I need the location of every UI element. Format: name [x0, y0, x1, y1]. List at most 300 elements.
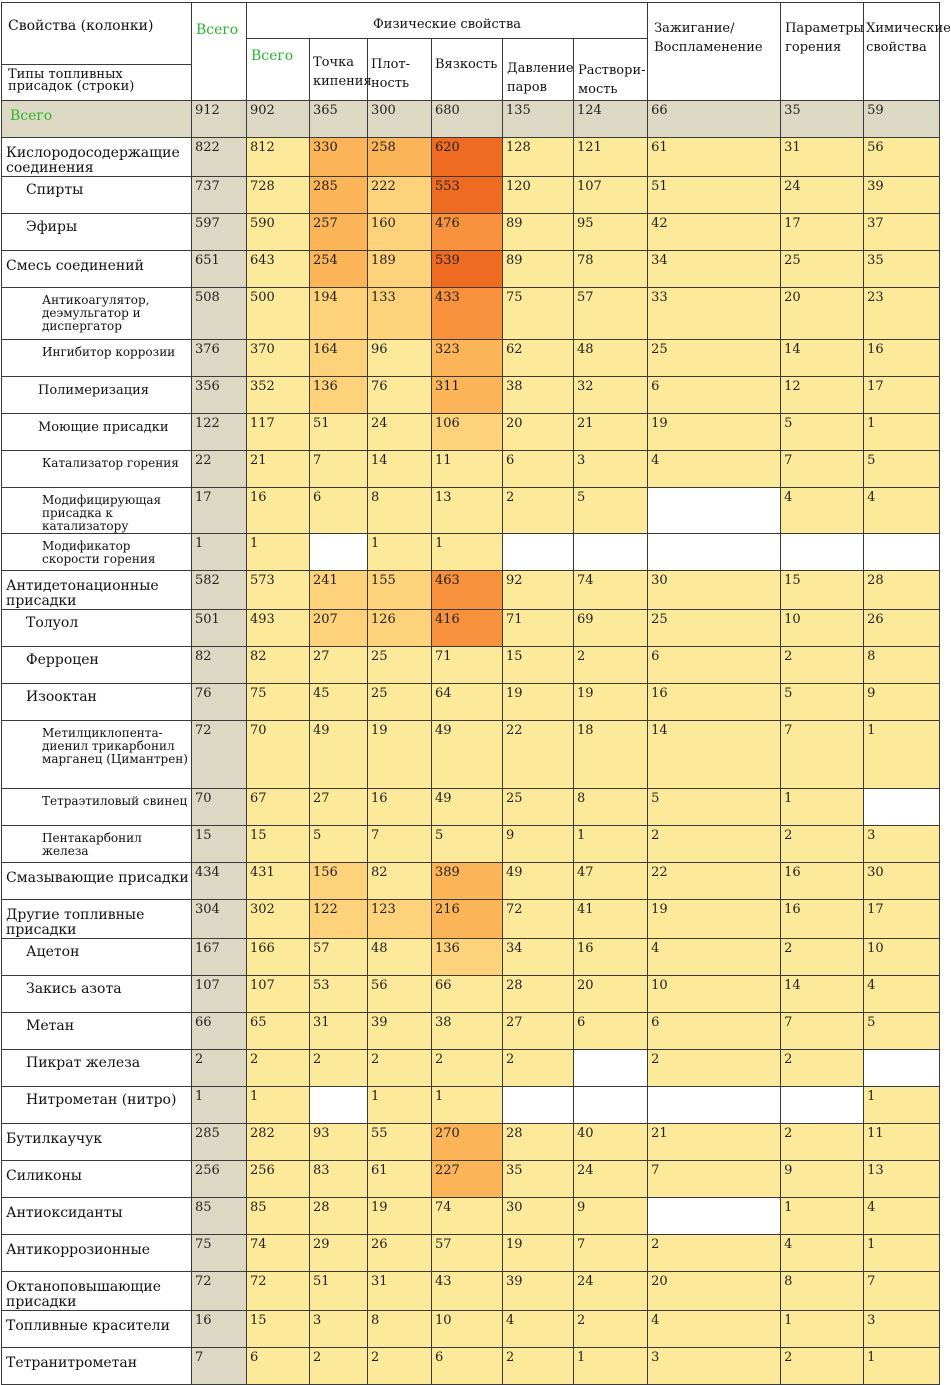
- row-label: Закись азота: [26, 981, 122, 997]
- table-row: [2, 377, 940, 414]
- value-cell: 126: [368, 610, 432, 647]
- table-row: [2, 1348, 940, 1385]
- value-cell: 254: [310, 251, 368, 288]
- value-cell: 227: [432, 1161, 503, 1198]
- value-cell: 8: [574, 789, 648, 826]
- value-cell: 256: [247, 1161, 310, 1198]
- table-row: [2, 826, 940, 863]
- value-cell: 38: [503, 377, 574, 414]
- value-cell: 26: [864, 610, 940, 647]
- value-cell: 1: [864, 1087, 940, 1124]
- value-cell: 2: [648, 1050, 781, 1087]
- value-cell: 370: [247, 340, 310, 377]
- value-cell: 6: [648, 1013, 781, 1050]
- value-cell: 47: [574, 863, 648, 900]
- value-cell: 21: [574, 414, 648, 451]
- total-cell: 582: [192, 571, 247, 610]
- row-label: Моющие присадки: [38, 420, 169, 435]
- value-cell: 1: [864, 1348, 940, 1385]
- fuel-additives-table: [1, 2, 951, 1385]
- value-cell: 7: [781, 451, 864, 488]
- value-cell: 5: [781, 684, 864, 721]
- value-cell: 56: [368, 976, 432, 1013]
- value-cell: 5: [864, 1013, 940, 1050]
- chemical-label: Химические свойства: [866, 21, 951, 55]
- value-cell: 3: [864, 826, 940, 863]
- solubility-header: [574, 39, 648, 101]
- value-cell: 6: [503, 451, 574, 488]
- value-cell: 71: [503, 610, 574, 647]
- value-cell: 8: [368, 488, 432, 534]
- boiling-label: Точка кипения: [313, 55, 372, 89]
- value-cell: 74: [432, 1198, 503, 1235]
- value-cell: 39: [368, 1013, 432, 1050]
- value-cell: 1: [574, 1348, 648, 1385]
- grand-total-cell: 680: [432, 101, 503, 138]
- row-label: Толуол: [26, 615, 79, 631]
- value-cell: 16: [781, 900, 864, 939]
- total-cell: 72: [192, 1272, 247, 1311]
- value-cell: 25: [648, 610, 781, 647]
- value-cell: 19: [368, 721, 432, 789]
- value-cell: 2: [648, 826, 781, 863]
- value-cell: 7: [310, 451, 368, 488]
- value-cell: 24: [574, 1272, 648, 1311]
- value-cell: 14: [781, 340, 864, 377]
- row-label: Пентакарбонил железа: [42, 831, 142, 858]
- empty-cell: [648, 1198, 781, 1235]
- value-cell: 2: [574, 1311, 648, 1348]
- table-row: [2, 1013, 940, 1050]
- empty-cell: [310, 1087, 368, 1124]
- row-label-cell: [2, 177, 192, 214]
- value-cell: 45: [310, 684, 368, 721]
- total-cell: 66: [192, 1013, 247, 1050]
- value-cell: 82: [247, 647, 310, 684]
- value-cell: 2: [503, 1050, 574, 1087]
- row-label-cell: [2, 939, 192, 976]
- total-cell: 651: [192, 251, 247, 288]
- value-cell: 2: [368, 1050, 432, 1087]
- value-cell: 4: [503, 1311, 574, 1348]
- value-cell: 25: [368, 647, 432, 684]
- value-cell: 500: [247, 288, 310, 340]
- value-cell: 25: [503, 789, 574, 826]
- value-cell: 10: [864, 939, 940, 976]
- value-cell: 5: [781, 414, 864, 451]
- value-cell: 75: [247, 684, 310, 721]
- value-cell: 16: [781, 863, 864, 900]
- value-cell: 11: [864, 1124, 940, 1161]
- value-cell: 7: [864, 1272, 940, 1311]
- value-cell: 43: [432, 1272, 503, 1311]
- value-cell: 64: [432, 684, 503, 721]
- value-cell: 28: [864, 571, 940, 610]
- empty-cell: [503, 1087, 574, 1124]
- value-cell: 31: [781, 138, 864, 177]
- ignition-label: Зажигание/ Воспламенение: [654, 21, 763, 55]
- value-cell: 136: [432, 939, 503, 976]
- value-cell: 17: [864, 377, 940, 414]
- value-cell: 10: [781, 610, 864, 647]
- value-cell: 573: [247, 571, 310, 610]
- value-cell: 85: [247, 1198, 310, 1235]
- grand-total-cell: 912: [192, 101, 247, 138]
- row-label: Спирты: [26, 182, 84, 198]
- value-cell: 27: [503, 1013, 574, 1050]
- chemical-header: [864, 3, 951, 101]
- total-cell: 434: [192, 863, 247, 900]
- table-body: [2, 101, 940, 1385]
- value-cell: 16: [368, 789, 432, 826]
- row-label: Смесь соединений: [6, 258, 144, 274]
- row-label-cell: [2, 721, 192, 789]
- row-label: Ингибитор коррозии: [42, 345, 176, 359]
- row-label-cell: [2, 647, 192, 684]
- row-label: Антиоксиданты: [6, 1205, 123, 1221]
- value-cell: 56: [864, 138, 940, 177]
- value-cell: 23: [864, 288, 940, 340]
- empty-cell: [781, 1087, 864, 1124]
- total-cell: 107: [192, 976, 247, 1013]
- grand-total-cell: 124: [574, 101, 648, 138]
- value-cell: 30: [864, 863, 940, 900]
- value-cell: 20: [781, 288, 864, 340]
- row-label-cell: [2, 451, 192, 488]
- row-label: Нитрометан (нитро): [26, 1092, 177, 1108]
- value-cell: 6: [247, 1348, 310, 1385]
- value-cell: 26: [368, 1235, 432, 1272]
- row-label-cell: [2, 1087, 192, 1124]
- value-cell: 62: [503, 340, 574, 377]
- value-cell: 24: [574, 1161, 648, 1198]
- value-cell: 257: [310, 214, 368, 251]
- value-cell: 2: [781, 826, 864, 863]
- value-cell: 51: [310, 1272, 368, 1311]
- corner-header-cell: [2, 3, 192, 101]
- value-cell: 5: [648, 789, 781, 826]
- total-cell: 376: [192, 340, 247, 377]
- value-cell: 72: [247, 1272, 310, 1311]
- value-cell: 3: [310, 1311, 368, 1348]
- value-cell: 27: [310, 647, 368, 684]
- viscosity-label: Вязкость: [435, 57, 498, 72]
- value-cell: 41: [574, 900, 648, 939]
- value-cell: 19: [368, 1198, 432, 1235]
- value-cell: 31: [310, 1013, 368, 1050]
- value-cell: 323: [432, 340, 503, 377]
- value-cell: 17: [781, 214, 864, 251]
- value-cell: 258: [368, 138, 432, 177]
- value-cell: 19: [648, 900, 781, 939]
- value-cell: 2: [781, 939, 864, 976]
- table-row: [2, 1311, 940, 1348]
- total-column-header: [192, 3, 247, 101]
- row-label: Модифицирующая присадка к катализатору: [42, 493, 162, 533]
- row-label-cell: [2, 571, 192, 610]
- value-cell: 6: [310, 488, 368, 534]
- total-cell: 16: [192, 1311, 247, 1348]
- total-header-label: Всего: [196, 22, 239, 38]
- table-row: [2, 571, 940, 610]
- value-cell: 71: [432, 647, 503, 684]
- table-row: [2, 177, 940, 214]
- value-cell: 8: [864, 647, 940, 684]
- value-cell: 4: [648, 451, 781, 488]
- value-cell: 160: [368, 214, 432, 251]
- value-cell: 14: [368, 451, 432, 488]
- empty-cell: [864, 1050, 940, 1087]
- value-cell: 65: [247, 1013, 310, 1050]
- value-cell: 1: [781, 1198, 864, 1235]
- table-row: [2, 900, 940, 939]
- value-cell: 1: [781, 1311, 864, 1348]
- total-cell: 597: [192, 214, 247, 251]
- value-cell: 25: [648, 340, 781, 377]
- value-cell: 34: [648, 251, 781, 288]
- value-cell: 590: [247, 214, 310, 251]
- row-label-cell: [2, 976, 192, 1013]
- value-cell: 12: [781, 377, 864, 414]
- value-cell: 1: [247, 1087, 310, 1124]
- value-cell: 35: [864, 251, 940, 288]
- total-cell: 167: [192, 939, 247, 976]
- table-row: [2, 214, 940, 251]
- row-label: Пикрат железа: [26, 1055, 141, 1071]
- total-cell: 822: [192, 138, 247, 177]
- table-row: [2, 414, 940, 451]
- value-cell: 189: [368, 251, 432, 288]
- value-cell: 553: [432, 177, 503, 214]
- value-cell: 74: [574, 571, 648, 610]
- table-row: [2, 684, 940, 721]
- solubility-label: Раствори-мость: [578, 63, 646, 97]
- grand-total-label-cell: [2, 101, 192, 138]
- value-cell: 28: [310, 1198, 368, 1235]
- value-cell: 49: [432, 721, 503, 789]
- value-cell: 34: [503, 939, 574, 976]
- physical-total-label: Всего: [251, 48, 294, 64]
- value-cell: 76: [368, 377, 432, 414]
- table-row: [2, 451, 940, 488]
- value-cell: 2: [648, 1235, 781, 1272]
- density-header: [368, 39, 432, 101]
- value-cell: 51: [648, 177, 781, 214]
- empty-cell: [574, 1087, 648, 1124]
- row-label-cell: [2, 1348, 192, 1385]
- value-cell: 2: [368, 1348, 432, 1385]
- combustion-label: Параметры горения: [785, 21, 864, 55]
- value-cell: 620: [432, 138, 503, 177]
- value-cell: 7: [368, 826, 432, 863]
- row-label: Метан: [26, 1018, 75, 1034]
- value-cell: 6: [648, 377, 781, 414]
- empty-cell: [574, 1050, 648, 1087]
- total-cell: 256: [192, 1161, 247, 1198]
- value-cell: 15: [247, 1311, 310, 1348]
- row-label-cell: [2, 377, 192, 414]
- value-cell: 30: [503, 1198, 574, 1235]
- total-cell: 75: [192, 1235, 247, 1272]
- value-cell: 122: [310, 900, 368, 939]
- value-cell: 19: [648, 414, 781, 451]
- empty-cell: [648, 488, 781, 534]
- value-cell: 7: [781, 1013, 864, 1050]
- table-row: [2, 610, 940, 647]
- grand-total-cell: 365: [310, 101, 368, 138]
- total-cell: 356: [192, 377, 247, 414]
- value-cell: 49: [503, 863, 574, 900]
- row-label: Бутилкаучук: [6, 1131, 103, 1147]
- total-cell: 122: [192, 414, 247, 451]
- value-cell: 1: [432, 1087, 503, 1124]
- value-cell: 155: [368, 571, 432, 610]
- value-cell: 25: [781, 251, 864, 288]
- value-cell: 4: [864, 976, 940, 1013]
- value-cell: 57: [574, 288, 648, 340]
- row-label: Ацетон: [26, 944, 80, 960]
- value-cell: 96: [368, 340, 432, 377]
- value-cell: 5: [432, 826, 503, 863]
- row-label: Другие топливные присадки: [6, 907, 145, 938]
- value-cell: 2: [310, 1348, 368, 1385]
- value-cell: 3: [648, 1348, 781, 1385]
- value-cell: 33: [648, 288, 781, 340]
- row-label-cell: [2, 1235, 192, 1272]
- value-cell: 1: [864, 414, 940, 451]
- value-cell: 38: [432, 1013, 503, 1050]
- value-cell: 493: [247, 610, 310, 647]
- grand-total-cell: 135: [503, 101, 574, 138]
- value-cell: 11: [432, 451, 503, 488]
- value-cell: 416: [432, 610, 503, 647]
- empty-cell: [864, 789, 940, 826]
- value-cell: 95: [574, 214, 648, 251]
- value-cell: 5: [864, 451, 940, 488]
- value-cell: 1: [864, 1235, 940, 1272]
- value-cell: 136: [310, 377, 368, 414]
- grand-total-cell: 902: [247, 101, 310, 138]
- value-cell: 4: [648, 1311, 781, 1348]
- value-cell: 9: [781, 1161, 864, 1198]
- value-cell: 18: [574, 721, 648, 789]
- value-cell: 82: [368, 863, 432, 900]
- viscosity-header: [432, 39, 503, 101]
- grand-total-label: Всего: [10, 108, 53, 124]
- table-row: [2, 1235, 940, 1272]
- row-label: Тетраэтиловый свинец: [42, 794, 188, 808]
- value-cell: 156: [310, 863, 368, 900]
- value-cell: 352: [247, 377, 310, 414]
- grand-total-row: [2, 101, 940, 138]
- value-cell: 2: [781, 647, 864, 684]
- ignition-header: [648, 3, 781, 101]
- total-cell: 501: [192, 610, 247, 647]
- row-label-cell: [2, 826, 192, 863]
- value-cell: 15: [781, 571, 864, 610]
- total-cell: 17: [192, 488, 247, 534]
- total-cell: 1: [192, 534, 247, 571]
- value-cell: 15: [503, 647, 574, 684]
- value-cell: 433: [432, 288, 503, 340]
- total-cell: 72: [192, 721, 247, 789]
- value-cell: 311: [432, 377, 503, 414]
- total-cell: 22: [192, 451, 247, 488]
- row-label-cell: [2, 1050, 192, 1087]
- value-cell: 107: [574, 177, 648, 214]
- empty-cell: [648, 534, 781, 571]
- value-cell: 106: [432, 414, 503, 451]
- value-cell: 2: [503, 488, 574, 534]
- row-label: Тетранитрометан: [6, 1355, 138, 1371]
- value-cell: 1: [432, 534, 503, 571]
- value-cell: 83: [310, 1161, 368, 1198]
- value-cell: 66: [432, 976, 503, 1013]
- value-cell: 4: [781, 488, 864, 534]
- value-cell: 57: [432, 1235, 503, 1272]
- value-cell: 1: [574, 826, 648, 863]
- table-row: [2, 721, 940, 789]
- row-label: Полимеризация: [38, 383, 149, 398]
- value-cell: 30: [648, 571, 781, 610]
- value-cell: 2: [310, 1050, 368, 1087]
- table-row: [2, 534, 940, 571]
- value-cell: 216: [432, 900, 503, 939]
- row-label-cell: [2, 610, 192, 647]
- value-cell: 330: [310, 138, 368, 177]
- value-cell: 20: [648, 1272, 781, 1311]
- row-label-cell: [2, 340, 192, 377]
- value-cell: 31: [368, 1272, 432, 1311]
- value-cell: 22: [503, 721, 574, 789]
- vapor-header: [503, 39, 574, 101]
- grand-total-cell: 300: [368, 101, 432, 138]
- value-cell: 431: [247, 863, 310, 900]
- value-cell: 728: [247, 177, 310, 214]
- grand-total-cell: 66: [648, 101, 781, 138]
- value-cell: 19: [503, 684, 574, 721]
- value-cell: 2: [247, 1050, 310, 1087]
- value-cell: 164: [310, 340, 368, 377]
- row-label: Ферроцен: [26, 652, 99, 668]
- value-cell: 16: [864, 340, 940, 377]
- value-cell: 812: [247, 138, 310, 177]
- value-cell: 35: [503, 1161, 574, 1198]
- total-cell: 15: [192, 826, 247, 863]
- value-cell: 61: [648, 138, 781, 177]
- value-cell: 20: [503, 414, 574, 451]
- value-cell: 48: [574, 340, 648, 377]
- value-cell: 57: [310, 939, 368, 976]
- value-cell: 92: [503, 571, 574, 610]
- table-row: [2, 288, 940, 340]
- total-cell: 85: [192, 1198, 247, 1235]
- value-cell: 9: [574, 1198, 648, 1235]
- value-cell: 285: [310, 177, 368, 214]
- value-cell: 2: [574, 647, 648, 684]
- value-cell: 539: [432, 251, 503, 288]
- value-cell: 5: [574, 488, 648, 534]
- value-cell: 24: [368, 414, 432, 451]
- value-cell: 2: [503, 1348, 574, 1385]
- value-cell: 39: [864, 177, 940, 214]
- value-cell: 4: [864, 488, 940, 534]
- row-label-cell: [2, 214, 192, 251]
- row-label-cell: [2, 1013, 192, 1050]
- table-row: [2, 789, 940, 826]
- empty-cell: [864, 534, 940, 571]
- total-cell: 737: [192, 177, 247, 214]
